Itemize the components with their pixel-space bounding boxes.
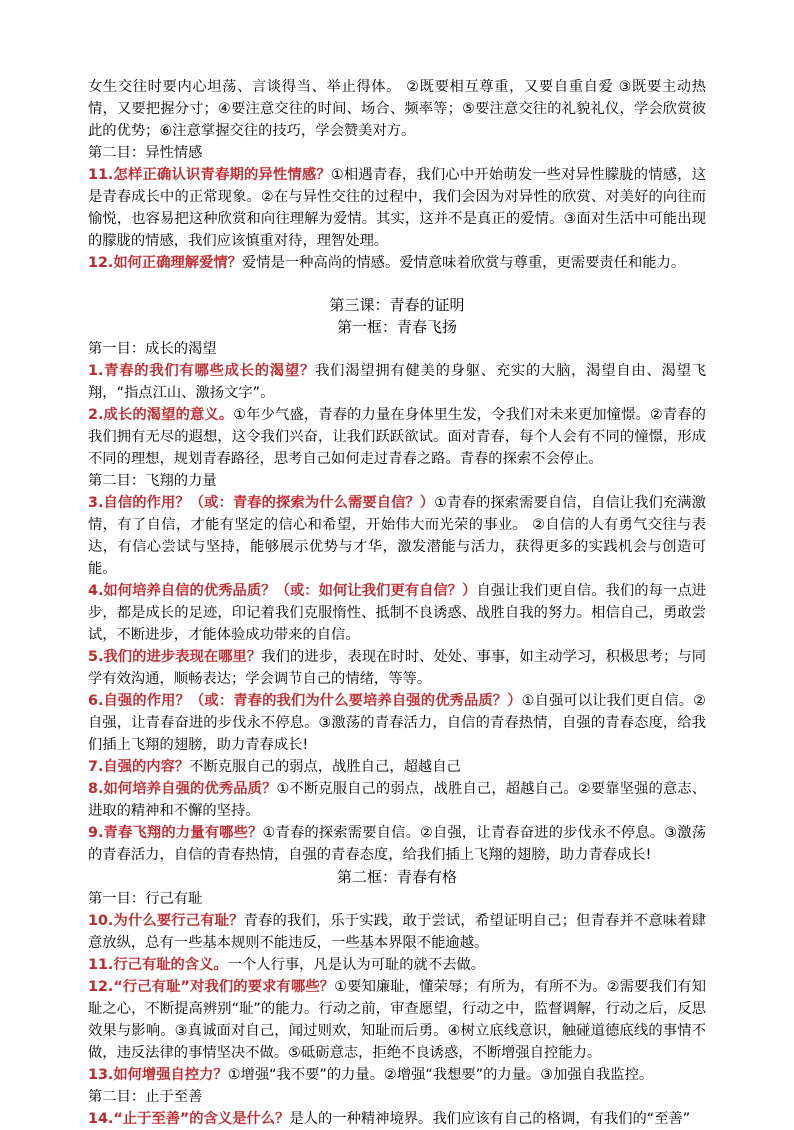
qa-item [88,1064,706,1086]
qa-item [88,910,706,954]
question-text: 7.自强的内容？ [88,759,190,775]
answer-text: 我们渴望拥有健美的身躯、充实的大脑，渴望自由、渴望飞翔，“指点江山、激扬文字”。 [88,363,706,401]
qa-item [88,976,706,1064]
answer-text: 青春的我们，乐于实践，敢于尝试，希望证明自己；但青春并不意味着肆意放纵，总有一些基本规则不能违反，一些基本界限不能逾越。 [88,913,707,951]
question-text: 6.自强的作用？（或：青春的我们为什么要培养自强的优秀品质？） [88,693,522,709]
qa-item [88,646,706,690]
question-text: 14.“止于至善”的含义是什么？ [88,1111,290,1127]
frame-title: 第二框：青春有格 [336,868,457,886]
question-text: 2.成长的渴望的意义。 [88,407,234,423]
answer-text: ①增强“我不要”的力量。②增强“我想要”的力量。③加强自我监控。 [227,1067,654,1083]
answer-text: ①青春的探索需要自信。②自强，让青春奋进的步伐永不停息。③激荡的青春活力，自信的青春热情，自强的青春态度，给我们插上飞翔的翅膀，助力青春成长! [88,825,706,863]
qa-item [88,690,706,756]
qa-item [88,492,706,580]
qa-item [88,756,706,778]
qa-item [88,164,706,252]
answer-text: 是人的一种精神境界。我们应该有自己的格调，有我们的“至善” [289,1111,691,1127]
answer-text: 一个人行事，凡是认为可耻的就不去做。 [227,957,486,973]
answer-text: ①要知廉耻，懂荣辱；有所为，有所不为。②需要我们有知耻之心，不断提高辨别“耻”的能力。行动之前，审查愿望，行动之中，监督调解，行动之后，反思效果与影响。③真诚面对自己，闻过则欢，知耻而后勇。④树立底线意识，触碰道德底线的事情不做，违反法律的事情坚决不做。⑤砥砺意志，拒绝不良诱惑，不断增强自控能力。 [88,979,706,1061]
qa-item [88,822,706,866]
answer-text: ①自强可以让我们更自信。②自强，让青春奋进的步伐永不停息。③激荡的青春活力，自信的青春热情，自强的青春态度，给我们插上飞翔的翅膀，助力青春成长! [88,693,706,753]
qa-item [88,954,706,976]
answer-text: 不断克服自己的弱点，战胜自己，超越自己 [189,759,461,775]
question-text: 1.青春的我们有哪些成长的渴望？ [88,363,316,379]
question-text: 13.如何增强自控力？ [88,1067,228,1083]
qa-item [88,1108,706,1130]
question-text: 9.青春飞翔的力量有哪些？ [88,825,263,841]
answer-text: 我们的进步，表现在时时、处处、事事，如主动学习，积极思考；与同学有效沟通，顺畅表达；学会调节自己的情绪，等等。 [88,649,706,687]
answer-text: ①不断克服自己的弱点，战胜自己，超越自己。②要靠坚强的意志、进取的精神和不懈的坚持。 [88,781,706,819]
question-text: 3.自信的作用？（或：青春的探索为什么需要自信？） [88,495,435,511]
question-text: 4.如何培养自信的优秀品质？（或：如何让我们更有自信？） [88,583,477,599]
frame-title: 第一框：青春飞扬 [336,318,457,336]
section-heading: 第二目：异性情感 [88,145,203,161]
qa-item [88,580,706,646]
question-text: 11.行己有耻的含义。 [88,957,228,973]
question-text: 11.怎样正确认识青春期的异性情感？ [88,167,331,183]
answer-text: ①年少气盛，青春的力量在身体里生发，令我们对未来更加憧憬。②青春的我们拥有无尽的遐想，这令我们兴奋，让我们跃跃欲试。面对青春，每个人会有不同的憧憬，形成不同的理想，规划青春路径，思考自己如何走过青春之路。青春的探索不会停止。 [88,407,706,467]
lesson-title: 第三课：青春的证明 [329,296,465,314]
question-text: 5.我们的进步表现在哪里？ [88,649,262,665]
qa-item [88,404,706,470]
section-heading: 第一目：行己有耻 [88,891,203,907]
answer-text: ①相遇青春，我们心中开始萌发一些对异性朦胧的情感，这是青春成长中的正常现象。②在与异性交往的过程中，我们会因为对异性的欣赏、对美好的向往而愉悦，也容易把这种欣赏和向往理解为爱情。其实，这并不是真正的爱情。③面对生活中可能出现的朦胧的情感，我们应该慎重对待，理智处理。 [88,167,706,249]
answer-text: 爱情是一种高尚的情感。爱情意味着欣赏与尊重，更需要责任和能力。 [242,255,686,271]
qa-item [88,252,706,274]
section-heading: 第二目：止于至善 [88,1089,203,1105]
qa-item [88,778,706,822]
section-heading: 第一目：成长的渴望 [88,341,217,357]
spacer [88,274,706,294]
question-text: 12.“行己有耻”对我们的要求有哪些？ [88,979,335,995]
qa-item [88,360,706,404]
answer-text: ①青春的探索需要自信，自信让我们充满激情，有了自信，才能有坚定的信心和希望，开始伟大而光荣的事业。 ②自信的人有勇气交往与表达，有信心尝试与坚持，能够展示优势与才华，激发潜能与活力，获得更多的实践机会与创造可能。 [88,495,706,577]
intro-paragraph: 女生交往时要内心坦荡、言谈得当、举止得体。 ②既要相互尊重，又要自重自爱 ③既要主动热情，又要把握分寸；④要注意交往的时间、场合、频率等；⑤要注意交往的礼貌礼仪，学会欣赏彼此的优势；⑥注意掌握交往的技巧，学会赞美对方。 [88,79,706,139]
section-heading: 第二目：飞翔的力量 [88,473,217,489]
question-text: 12.如何正确理解爱情？ [88,255,242,271]
document-page [88,76,706,1130]
question-text: 10.为什么要行己有耻？ [88,913,244,929]
answer-text: 自强让我们更自信。我们的每一点进步，都是成长的足迹，印记着我们克服惰性、抵制不良诱惑、战胜自我的努力。相信自己，勇敢尝试，不断进步，才能体验成功带来的自信。 [88,583,706,643]
question-text: 8.如何培养自强的优秀品质？ [88,781,277,797]
